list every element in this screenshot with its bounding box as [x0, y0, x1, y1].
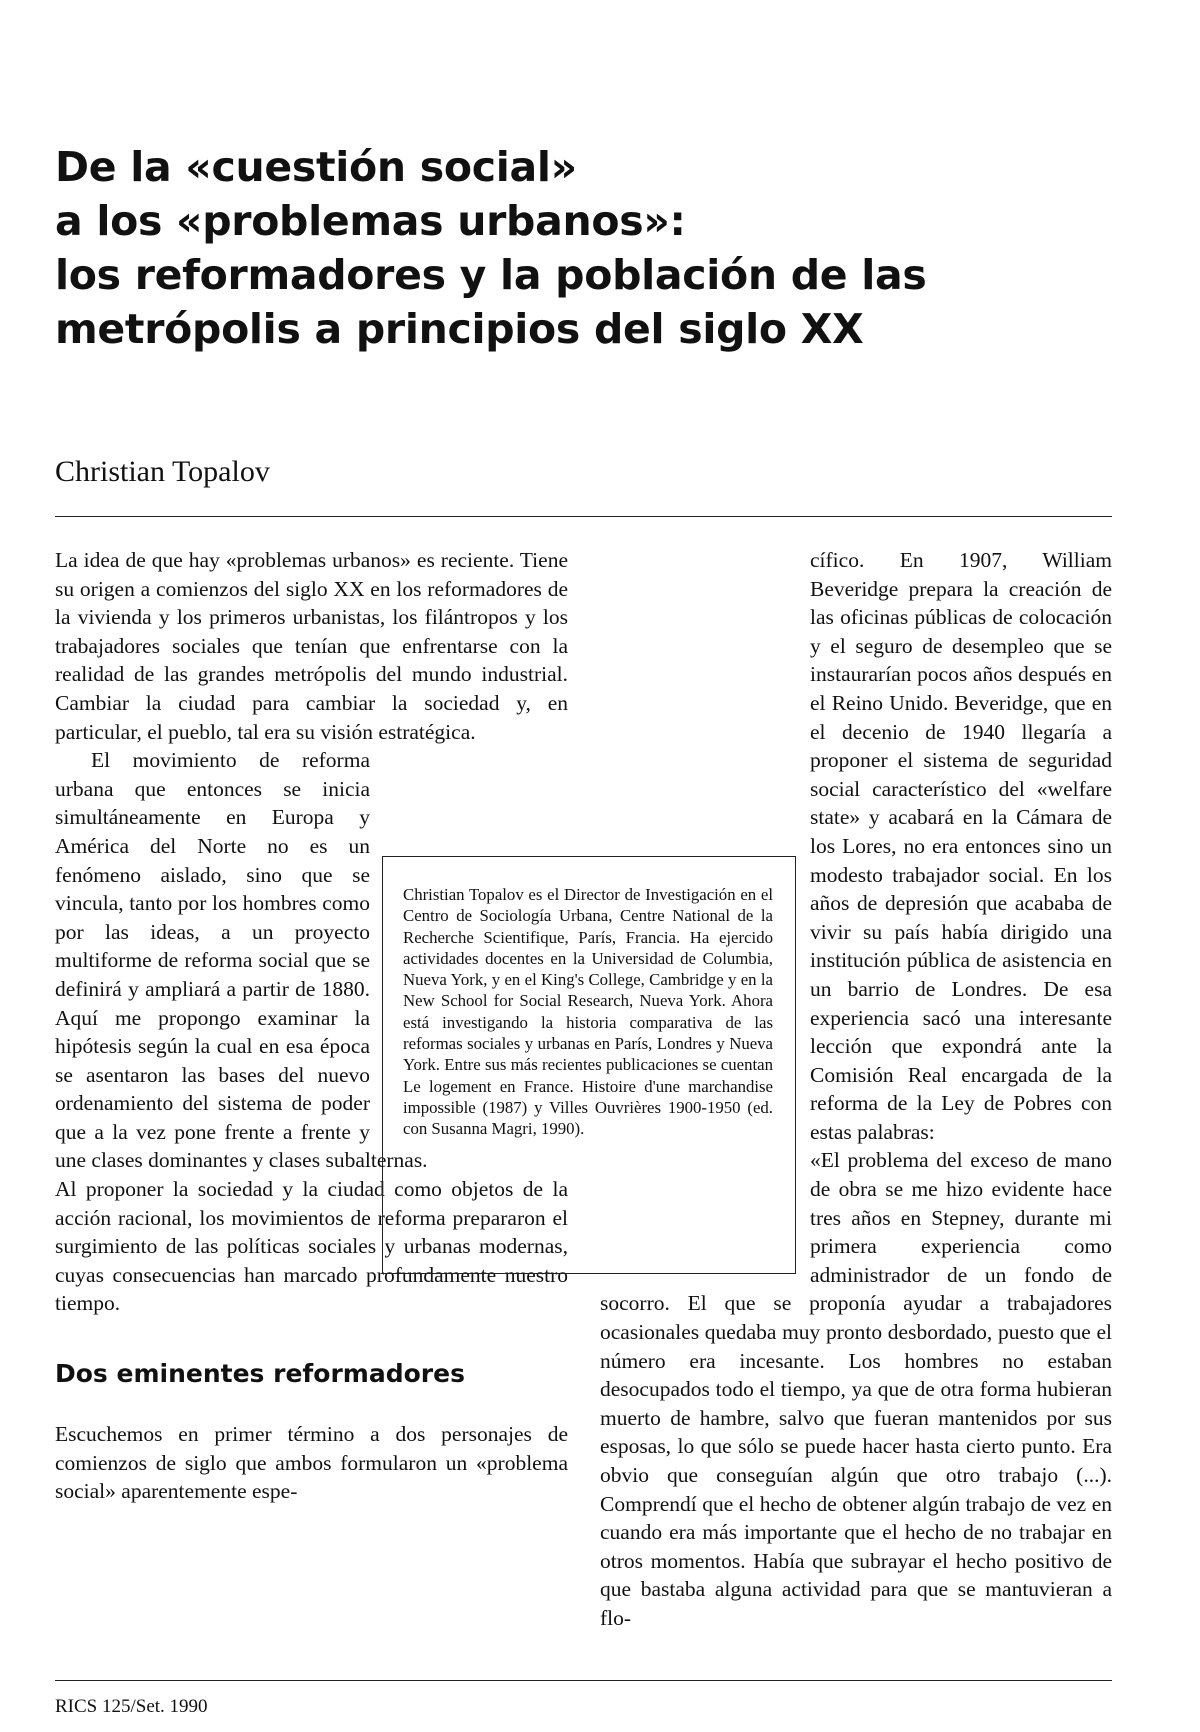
author-bio-text: Christian Topalov es el Director de Investigación en el Centro de Sociología Urbana, Centre National de la Recherche Scientifique, París, Francia. Ha ejercido actividades docentes en la Universidad de Columbia, Nueva York, y en el King's College, Cambridge y en la New School for Social Research, Nueva York. Ahora está investigando la historia comparativa de las reformas sociales y urbanas en París, Londres y Nueva York. Entre sus más recientes publicaciones se cuentan Le logement en France. Histoire d'une marchandise impossible (1987) y Villes Ouvrières 1900-1950 (ed. con Susanna Magri, 1990).	[403, 885, 773, 1139]
header-divider	[55, 516, 1112, 517]
paragraph: Al proponer la sociedad y la ciudad como objetos de la acción racional, los movimientos de reforma prepararon el surgimiento de las políticas sociales y urbanas modernas, cuyas consecuencias han marcado profundamente nuestro tiempo.	[55, 1177, 568, 1316]
paragraph: La idea de que hay «problemas urbanos» es reciente. Tiene su origen a comienzos del siglo XX en los reformadores de la vivienda y los primeros urbanistas, los filántropos y los trabajadores sociales que tenían que enfrentarse con la realidad de las grandes metrópolis del mundo industrial. Cambiar la ciudad para cambiar la sociedad y, en particular, el pueblo, tal era su visión estratégica.	[55, 548, 568, 744]
title-line: De la «cuestión social»	[55, 143, 577, 191]
author-bio-box	[382, 856, 796, 1274]
article-title	[55, 140, 1135, 356]
quote-paragraph: «El problema del exceso de mano de obra se me hizo evidente hace tres años en Stepney, durante mi primera experiencia como administrador de un fondo de socorro. El que se proponía ayudar a trabajadores ocasionales quedaba muy pronto desbordado, puesto que el número era incesante. Los hombres no estaban desocupados todo el tiempo, ya que de otra forma hubieran muerto de hambre, salvo que fueran mantenidos por sus esposas, lo que sólo se puede hacer hasta cierto punto. Era obvio que conseguían algún que otro trabajo (...). Comprendí que el hecho de obtener algún trabajo de vez en cuando era más importante que el hecho de no trabajar en otros momentos. Había que subrayar el hecho positivo de que bastaba alguna actividad para que se mantuvieran a flo-	[600, 1148, 1112, 1630]
journal-reference: RICS 125/Set. 1990	[55, 1696, 208, 1717]
paragraph: cífico. En 1907, William Beveridge prepara la creación de las oficinas públicas de colocación y el seguro de desempleo que se instaurarían pocos años después en el Reino Unido. Beveridge, que en el decenio de 1940 llegaría a proponer el sistema de seguridad social característico del «welfare state» y acabará en la Cámara de los Lores, no era entonces sino un modesto trabajador social. En los años de depresión que acababa de vivir su país había dirigido una institución pública de asistencia en un barrio de Londres. De esa experiencia sacó una interesante lección que expondrá ante la Comisión Real encargada de la reforma de la Ley de Pobres con estas palabras:	[600, 546, 1112, 1146]
title-line: metrópolis a principios del siglo XX	[55, 305, 864, 353]
title-line: a los «problemas urbanos»:	[55, 197, 686, 245]
paragraph: Escuchemos en primer término a dos personajes de comienzos de siglo que ambos formularon un «problema social» aparentemente espe-	[55, 1422, 568, 1504]
author-name: Christian Topalov	[55, 455, 270, 488]
footer-divider	[55, 1680, 1112, 1681]
title-line: los reformadores y la población de las	[55, 251, 927, 299]
section-heading: Dos eminentes reformadores	[55, 1359, 465, 1389]
paragraph: El movimiento de reforma urbana que entonces se inicia simultáneamente en Europa y América del Norte no es un fenómeno aislado, sino que se vincula, tanto por los hombres como por las ideas, a un proyecto multiforme de reforma social que se definirá y ampliará a partir de 1880. Aquí me propongo examinar la hipótesis según la cual en esa época se asentaron las bases del nuevo ordenamiento del sistema de poder que a la vez pone frente a frente y une clases dominantes y clases subalternas.	[55, 748, 428, 1173]
